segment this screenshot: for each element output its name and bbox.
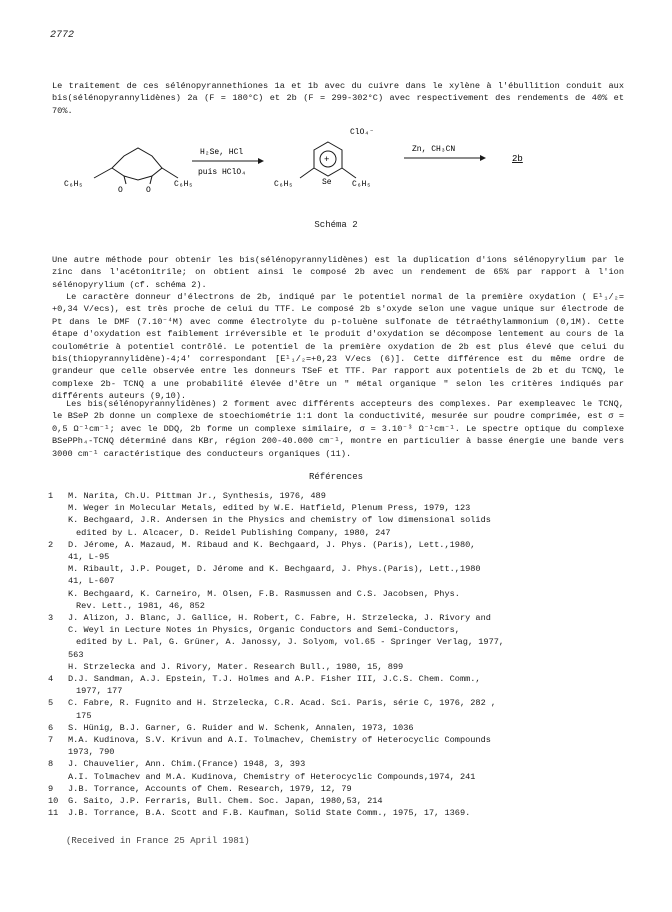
reference-item xyxy=(48,807,628,819)
reference-line: 1977, 177 xyxy=(76,686,123,697)
carbonyl-o-left: O xyxy=(118,186,123,195)
phenyl-left-2: C₆H₅ xyxy=(274,180,294,189)
reference-item xyxy=(48,490,628,539)
reagents-1-bottom: puis HClO₄ xyxy=(198,168,247,177)
phenyl-right-2: C₆H₅ xyxy=(352,180,372,189)
reference-line: edited by L. Pal, G. Grüner, A. Janossy, J. Solyom, vol.65 - Springer Verlag, 1977, xyxy=(76,637,505,648)
reference-line: S. Hünig, B.J. Garner, G. Ruider and W. Schenk, Annalen, 1973, 1036 xyxy=(68,722,414,733)
reference-item xyxy=(48,539,628,612)
reference-line: H. Strzelecka and J. Rivory, Mater. Research Bull., 1980, 15, 899 xyxy=(68,661,404,672)
reference-line: K. Bechgaard, J.R. Andersen in the Physics and chemistry of low dimensional solids xyxy=(68,515,491,526)
reference-item xyxy=(48,697,628,721)
product-2b: 2b xyxy=(512,154,523,164)
reference-number: 10 xyxy=(48,796,59,807)
reference-line: J. Alizon, J. Blanc, J. Gallice, H. Robert, C. Fabre, H. Strzelecka, J. Rivory and xyxy=(68,613,491,624)
reference-item xyxy=(48,783,628,795)
reference-line: J.B. Torrance, B.A. Scott and F.B. Kaufman, Solid State Comm., 1975, 17, 1369. xyxy=(68,808,471,819)
reference-line: G. Saito, J.P. Ferraris, Bull. Chem. Soc. Japan, 1980,53, 214 xyxy=(68,796,383,807)
reference-number: 7 xyxy=(48,735,54,746)
reference-line: 41, L-95 xyxy=(68,552,110,563)
hetero-atom-se: Se xyxy=(322,178,332,187)
reference-line: 175 xyxy=(76,710,92,721)
reference-number: 11 xyxy=(48,808,59,819)
diketone-structure xyxy=(94,148,178,184)
reference-line: 41, L-607 xyxy=(68,576,115,587)
reference-number: 5 xyxy=(48,698,54,709)
reference-number: 9 xyxy=(48,783,54,794)
page-number: 2772 xyxy=(50,30,75,41)
references-heading: Références xyxy=(308,472,363,482)
reference-line: J.B. Torrance, Accounts of Chem. Research, 1979, 12, 79 xyxy=(68,783,352,794)
reference-item xyxy=(48,673,628,697)
reference-number: 4 xyxy=(48,674,54,685)
reference-number: 8 xyxy=(48,759,54,770)
reference-line: 1973, 790 xyxy=(68,747,115,758)
reference-line: D.J. Sandman, A.J. Epstein, T.J. Holmes and A.P. Fisher III, J.C.S. Chem. Comm., xyxy=(68,674,481,685)
reaction-arrow-1 xyxy=(192,158,264,164)
reference-item xyxy=(48,722,628,734)
reference-line: A.I. Tolmachev and M.A. Kudinova, Chemistry of Heterocyclic Compounds,1974, 241 xyxy=(68,771,476,782)
reference-item xyxy=(48,612,628,673)
reference-line: K. Bechgaard, K. Carneiro, M. Olsen, F.B. Rasmussen and C.S. Jacobsen, Phys. xyxy=(68,588,460,599)
reagents-1-top: H₂Se, HCl xyxy=(200,148,244,157)
reference-item xyxy=(48,758,628,782)
scheme-caption: Schéma 2 xyxy=(314,220,358,230)
reference-line: C. Fabre, R. Fugnito and H. Strzelecka, C.R. Acad. Sci. Paris, série C, 1976, 282 , xyxy=(68,698,497,709)
reference-item xyxy=(48,734,628,758)
reference-number: 1 xyxy=(48,491,54,501)
paragraph-2: Le caractère donneur d'électrons de 2b, indiqué par le potentiel normal de la première oxydation ( E¹₁/₂= +0,34 V/ecs), est très proche de celui du TTF. Le composé 2b s'oxyde selon une vague unique sur électrode de Pt dans le DMF (7.10⁻⁴M) avec comme électrolyte du p-toluène sulfonate de tétraéthylammonium (0,1M). Cette étape d'oxydation est faiblement irréversible et le produit d'oxydation se décompose lentement au cours de la coulométrie à potentiel contrôlé. Le potentiel de la première oxydation de 2b est plus élevé que celui du bis(thiopyrannylidène)-4;4' correspondant [E¹₁/₂=+0,23 V/ecs (6)]. Cette différence est du même ordre de grandeur que celle observée entre les donneurs TSeF et TTF. Par rapport aux potentiels de 2b et du TCNQ, le complexe 2b- TCNQ a une probabilité élevée d'être un " métal organique " selon les critères indiqués par différents auteurs (9,10). xyxy=(52,292,624,402)
reference-line: Rev. Lett., 1981, 46, 852 xyxy=(76,600,205,611)
reference-line: M. Weger in Molecular Metals, edited by W.E. Hatfield, Plenum Press, 1979, 123 xyxy=(68,503,471,514)
reference-line: M.A. Kudinova, S.V. Krivun and A.I. Tolmachev, Chemistry of Heterocyclic Compounds xyxy=(68,735,491,746)
reference-list xyxy=(48,490,628,819)
reference-line: edited by L. Alcacer, D. Reidel Publishing Company, 1980, 247 xyxy=(76,527,391,538)
reference-line: 563 xyxy=(68,649,84,660)
reference-line: J. Chauvelier, Ann. Chim.(France) 1948, 3, 393 xyxy=(68,759,306,770)
reference-number: 6 xyxy=(48,722,54,733)
scheme-drawing xyxy=(50,118,622,218)
paragraph-1: Une autre méthode pour obtenir les bis(sélénopyrannylidènes) est la duplication d'ions sélénopyrylium par le zinc dans l'acétonitrile; on obtient ainsi le composé 2b avec un rendement de 65% par rapport à l'ion sélénopyrylium (cf. schéma 2). xyxy=(52,255,624,290)
reference-number: 3 xyxy=(48,613,54,624)
reference-line: D. Jérome, A. Mazaud, M. Ribaud and K. Bechgaard, J. Phys. (Paris), Lett.,1980, xyxy=(68,539,476,550)
paragraph-3: Les bis(sélénopyrannylidènes) 2 forment avec différents accepteurs des complexes. Par exempleavec le TCNQ, le BSeP 2b donne un complexe de stoechiométrie 1:1 dont la conductivité, mesurée sur poudre comprimée, est σ = 0,5 Ω⁻¹cm⁻¹; avec le DDQ, 2b forme un complexe similaire, σ = 3.10⁻³ Ω⁻¹cm⁻¹. Le spectre optique du complexe BSePPh₄-TCNQ déterminé dans KBr, région 200-40.000 cm⁻¹, montre en particulier à basse énergie une bande vers 3000 cm⁻¹ caractéristique des conducteurs organiques (11). xyxy=(52,399,624,459)
reaction-arrow-2 xyxy=(404,155,486,161)
reference-line: M. Ribault, J.P. Pouget, D. Jérome and K. Bechgaard, J. Phys.(Paris), Lett.,1980 xyxy=(68,564,481,575)
intro-paragraph: Le traitement de ces sélénopyrannethiones 1a et 1b avec du cuivre dans le xylène à l'ébullition conduit aux bis(sélénopyrannylidènes) 2a (F = 180°C) et 2b (F = 299-302°C) avec respectivement des rendements de 40% et 70%. xyxy=(52,81,624,116)
reaction-scheme xyxy=(50,118,622,236)
reference-line: M. Narita, Ch.U. Pittman Jr., Synthesis, 1976, 489 xyxy=(68,491,326,501)
phenyl-left-1: C₆H₅ xyxy=(64,180,84,189)
reference-number: 2 xyxy=(48,539,54,550)
phenyl-right-1: C₆H₅ xyxy=(174,180,194,189)
reagents-2: Zn, CH₃CN xyxy=(412,145,456,154)
perchlorate-counterion: ClO₄⁻ xyxy=(350,128,375,137)
plus-charge: + xyxy=(324,155,330,165)
reference-line: C. Weyl in Lecture Notes in Physics, Organic Conductors and Semi-Conductors, xyxy=(68,625,460,636)
reference-item xyxy=(48,795,628,807)
received-note: (Received in France 25 April 1981) xyxy=(66,836,250,846)
carbonyl-o-right: O xyxy=(146,186,151,195)
